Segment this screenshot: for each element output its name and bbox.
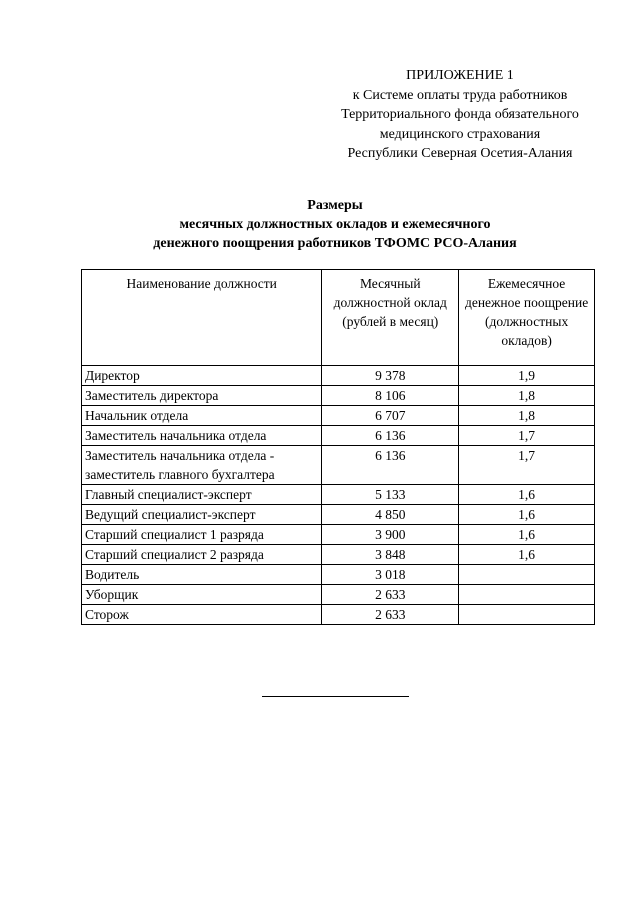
cell-salary: 6 136 — [322, 426, 459, 446]
cell-salary: 8 106 — [322, 386, 459, 406]
appendix-header — [320, 66, 600, 164]
table-row — [82, 565, 595, 585]
cell-salary: 3 900 — [322, 525, 459, 545]
cell-bonus — [459, 565, 595, 585]
table-body — [82, 366, 595, 625]
cell-bonus: 1,7 — [459, 426, 595, 446]
table-row — [82, 525, 595, 545]
table-row — [82, 485, 595, 505]
cell-position: Водитель — [82, 565, 322, 585]
cell-position: Уборщик — [82, 585, 322, 605]
cell-position: Заместитель начальника отдела - заместитель главного бухгалтера — [82, 446, 322, 485]
appendix-line: Территориального фонда обязательного — [341, 107, 579, 122]
cell-position: Начальник отдела — [82, 406, 322, 426]
title-line: месячных должностных окладов и ежемесячного — [179, 217, 491, 232]
table-row — [82, 386, 595, 406]
appendix-line: к Системе оплаты труда работников — [352, 87, 568, 103]
cell-position: Сторож — [82, 605, 322, 625]
table-header-row — [82, 270, 595, 366]
cell-bonus: 1,6 — [459, 485, 595, 505]
cell-position: Заместитель начальника отдела — [82, 426, 322, 446]
salary-table — [81, 269, 595, 625]
cell-salary: 5 133 — [322, 485, 459, 505]
cell-salary: 3 848 — [322, 545, 459, 565]
table-row — [82, 406, 595, 426]
table-row — [82, 366, 595, 386]
cell-salary: 2 633 — [322, 585, 459, 605]
cell-bonus: 1,8 — [459, 386, 595, 406]
cell-bonus: 1,6 — [459, 545, 595, 565]
appendix-line: медицинского страхования — [379, 126, 541, 142]
cell-bonus: 1,6 — [459, 505, 595, 525]
cell-position: Ведущий специалист-эксперт — [82, 505, 322, 525]
cell-salary: 2 633 — [322, 605, 459, 625]
cell-bonus: 1,7 — [459, 446, 595, 485]
bottom-divider — [262, 696, 409, 697]
cell-bonus: 1,8 — [459, 406, 595, 426]
cell-bonus: 1,6 — [459, 525, 595, 545]
cell-bonus — [459, 605, 595, 625]
cell-position: Старший специалист 2 разряда — [82, 545, 322, 565]
cell-position: Заместитель директора — [82, 386, 322, 406]
table-row — [82, 426, 595, 446]
cell-salary: 6 707 — [322, 406, 459, 426]
cell-bonus: 1,9 — [459, 366, 595, 386]
cell-salary: 6 136 — [322, 446, 459, 485]
title-line: Размеры — [307, 198, 363, 213]
table-row — [82, 545, 595, 565]
table-row — [82, 446, 595, 485]
header-salary: Месячный должностной оклад (рублей в месяц) — [322, 270, 459, 366]
document-title — [0, 196, 640, 253]
header-position: Наименование должности — [82, 270, 322, 366]
cell-position: Директор — [82, 366, 322, 386]
cell-salary: 4 850 — [322, 505, 459, 525]
table-row — [82, 505, 595, 525]
cell-position: Старший специалист 1 разряда — [82, 525, 322, 545]
cell-position: Главный специалист-эксперт — [82, 485, 322, 505]
header-bonus: Ежемесячное денежное поощрение (должностных окладов) — [459, 270, 595, 366]
cell-salary: 9 378 — [322, 366, 459, 386]
cell-bonus — [459, 585, 595, 605]
cell-salary: 3 018 — [322, 565, 459, 585]
table-row — [82, 605, 595, 625]
appendix-line: ПРИЛОЖЕНИЕ 1 — [406, 68, 514, 83]
title-line: денежного поощрения работников ТФОМС РСО-Алания — [153, 236, 517, 251]
appendix-line: Республики Северная Осетия-Алания — [347, 146, 573, 161]
table-row — [82, 585, 595, 605]
